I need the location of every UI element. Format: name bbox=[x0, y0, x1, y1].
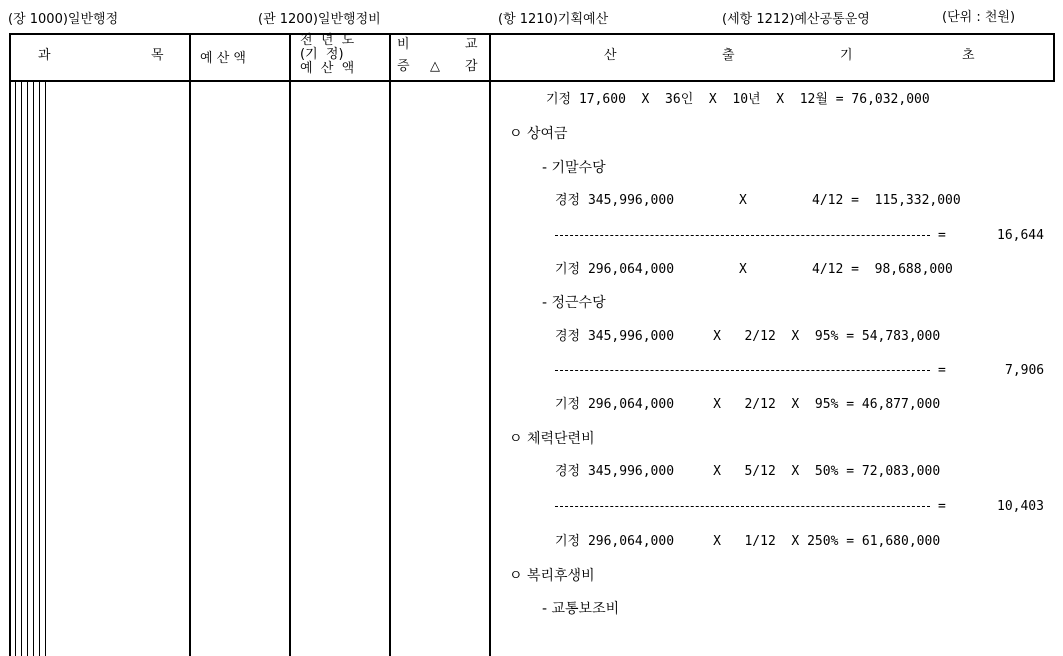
basis-row-4b: X bbox=[739, 193, 747, 208]
hierarchy-line-5 bbox=[39, 82, 40, 656]
col-compare-b: 교 bbox=[465, 37, 478, 52]
col-compare-c: 증 bbox=[397, 59, 410, 74]
dashed-separator-2 bbox=[555, 370, 930, 371]
col-subject-b: 목 bbox=[151, 48, 164, 63]
basis-row-6b: X bbox=[739, 262, 747, 277]
col-subject-a: 과 bbox=[38, 48, 51, 63]
basis-row-13-value: 10,403 bbox=[997, 499, 1044, 514]
column-divider-compare bbox=[389, 33, 391, 656]
dashed-separator-3 bbox=[555, 506, 930, 507]
col-compare-d: △ bbox=[430, 59, 440, 74]
basis-row-6c: 4/12 = 98,688,000 bbox=[812, 262, 953, 277]
basis-row-9-value: 7,906 bbox=[1005, 363, 1045, 378]
basis-row-2: ㅇ 상여금 bbox=[509, 126, 568, 142]
basis-row-7: - 정근수당 bbox=[542, 295, 606, 311]
col-prev-3: 예 산 액 bbox=[300, 61, 355, 76]
basis-row-16: - 교통보조비 bbox=[542, 601, 620, 617]
basis-row-10: 기정 296,064,000 X 2/12 X 95% = 46,877,000 bbox=[555, 397, 941, 412]
hierarchy-line-3 bbox=[27, 82, 28, 656]
dashed-separator-1 bbox=[555, 235, 930, 236]
header-gwan: (관 1200)일반행정비 bbox=[258, 12, 381, 27]
table-right-border bbox=[1053, 33, 1055, 81]
table-left-border bbox=[9, 33, 11, 656]
col-prev-1: 전 년 도 bbox=[300, 33, 355, 48]
col-compare-e: 감 bbox=[465, 59, 478, 74]
header-unit: (단위 : 천원) bbox=[942, 10, 1016, 25]
basis-row-13-eq: = bbox=[938, 499, 946, 514]
basis-row-9-eq: = bbox=[938, 363, 946, 378]
column-divider-budget bbox=[189, 33, 191, 656]
table-top-border bbox=[9, 33, 1055, 35]
basis-row-8: 경정 345,996,000 X 2/12 X 95% = 54,783,000 bbox=[555, 329, 941, 344]
hierarchy-line-1 bbox=[15, 82, 16, 656]
col-budget: 예 산 액 bbox=[200, 51, 246, 66]
basis-row-15: ㅇ 복리후생비 bbox=[509, 568, 595, 584]
hierarchy-line-4 bbox=[33, 82, 34, 656]
basis-row-5-value: 16,644 bbox=[997, 228, 1044, 243]
table-header-bottom-border bbox=[9, 80, 1055, 82]
basis-row-6a: 기정 296,064,000 bbox=[555, 262, 675, 277]
basis-row-4a: 경정 345,996,000 bbox=[555, 193, 675, 208]
basis-row-14: 기정 296,064,000 X 1/12 X 250% = 61,680,000 bbox=[555, 534, 941, 549]
basis-row-5-eq: = bbox=[938, 228, 946, 243]
basis-row-3: - 기말수당 bbox=[542, 160, 606, 176]
basis-row-1: 기정 17,600 X 36인 X 10년 X 12월 = 76,032,000 bbox=[546, 92, 930, 107]
col-basis-4: 초 bbox=[962, 48, 975, 63]
basis-row-4c: 4/12 = 115,332,000 bbox=[812, 193, 961, 208]
header-hang: (항 1210)기획예산 bbox=[498, 12, 609, 27]
column-divider-basis bbox=[489, 33, 491, 656]
column-divider-prev bbox=[289, 33, 291, 656]
hierarchy-line-6 bbox=[45, 82, 46, 656]
col-basis-3: 기 bbox=[840, 48, 853, 63]
col-compare-a: 비 bbox=[397, 37, 410, 52]
header-jang: (장 1000)일반행정 bbox=[8, 12, 119, 27]
hierarchy-line-2 bbox=[21, 82, 22, 656]
col-prev-2: (기 정) bbox=[300, 47, 344, 62]
basis-row-11: ㅇ 체력단련비 bbox=[509, 431, 595, 447]
basis-row-12: 경정 345,996,000 X 5/12 X 50% = 72,083,000 bbox=[555, 464, 941, 479]
col-basis-1: 산 bbox=[604, 48, 617, 63]
header-sehang: (세항 1212)예산공통운영 bbox=[722, 12, 870, 27]
col-basis-2: 출 bbox=[722, 48, 735, 63]
